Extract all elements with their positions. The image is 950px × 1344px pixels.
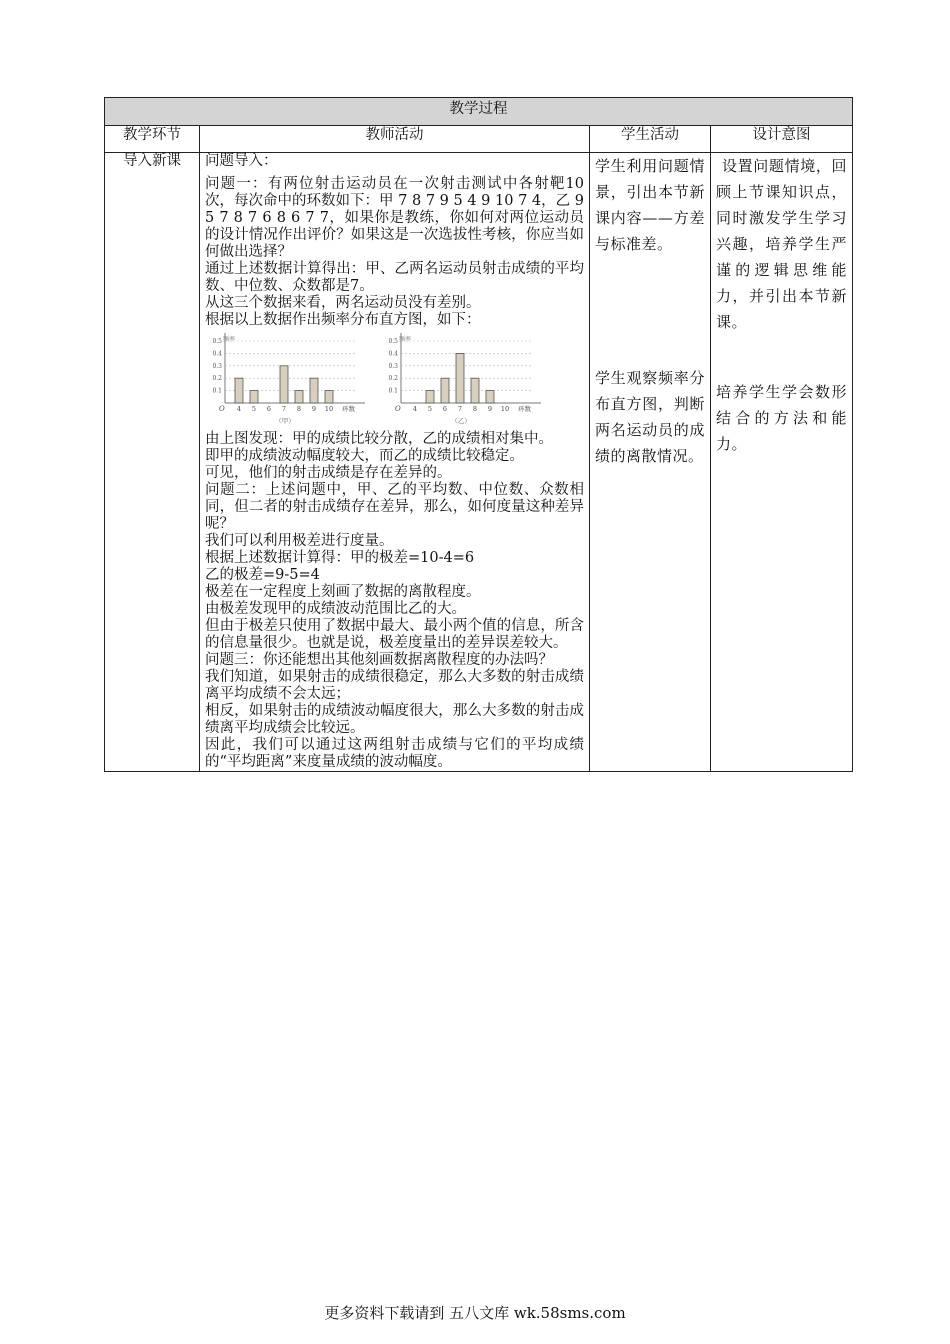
histogram-bar: [325, 391, 333, 403]
x-tick-label: 8: [296, 405, 302, 413]
teacher-line: 相反，如果射击的成绩波动幅度很大，那么大多数的射击成绩离平均成绩会比较远。: [205, 703, 584, 736]
teacher-activity-cell: [200, 153, 590, 772]
teacher-line: 通过上述数据计算得出：甲、乙两名运动员射击成绩的平均数、中位数、众数都是7。: [205, 261, 584, 294]
chart-title: （乙）: [451, 417, 471, 425]
histogram-bar: [456, 353, 464, 403]
teacher-line: 问题一：有两位射击运动员在一次射击测试中各射靶10次，每次命中的环数如下：甲 7 8 7 9 5 4 9 10 7 4，乙 9 5 7 8 7 6 8 6 7 7，如果你是教练，你如何对两位运动员的设计情况作出评价？如果这是一次选拔性考核，你应当如何做出选择？: [205, 176, 584, 260]
histogram-yi: [381, 331, 551, 427]
histogram-bar: [295, 391, 303, 403]
x-axis-label: 环数: [518, 405, 531, 413]
teacher-line: 即甲的成绩波动幅度较大，而乙的成绩比较稳定。: [205, 448, 524, 464]
x-tick-label: 7: [281, 405, 287, 413]
y-tick-label: 0.4: [388, 350, 398, 358]
teacher-line: 乙的极差=9-5=4: [205, 567, 320, 583]
teacher-line: 由上图发现：甲的成绩比较分散，乙的成绩相对集中。: [205, 431, 553, 447]
histogram-bar: [426, 391, 434, 403]
teacher-line: 极差在一定程度上刻画了数据的离散程度。: [205, 584, 481, 600]
design-intent-cell: [711, 153, 853, 772]
design-intent-2: 培养学生学会数形结合的方法和能力。: [716, 383, 847, 453]
header-student: 学生活动: [590, 126, 711, 153]
teaching-process-table: [104, 97, 853, 772]
student-activity-2: 学生观察频率分布直方图，判断两名运动员的成绩的离散情况。: [595, 369, 705, 465]
origin-label: O: [395, 405, 401, 413]
x-tick-label: 5: [251, 405, 257, 413]
x-tick-label: 6: [442, 405, 448, 413]
y-tick-label: 0.5: [388, 338, 398, 345]
x-axis-label: 环数: [342, 405, 355, 413]
x-tick-label: 7: [457, 405, 463, 413]
teacher-line: 问题二：上述问题中，甲、乙的平均数、中位数、众数相同，但二者的射击成绩存在差异，那么，如何度量这种差异呢？: [205, 482, 584, 532]
histogram-figures: [205, 331, 584, 427]
y-tick-label: 0.2: [388, 375, 398, 383]
teacher-line: 可见，他们的射击成绩是存在差异的。: [205, 465, 452, 481]
x-tick-label: 6: [266, 405, 272, 413]
y-axis-label: 频率: [223, 336, 236, 343]
teacher-line: 根据上述数据计算得：甲的极差=10-4=6: [205, 550, 475, 566]
histogram-bar: [235, 378, 243, 403]
header-design: 设计意图: [711, 126, 853, 153]
teacher-line: 我们知道，如果射击的成绩很稳定，那么大多数的射击成绩离平均成绩不会太远；: [205, 669, 584, 702]
design-intent-1: 设置问题情境，回顾上节课知识点，同时激发学生学习兴趣，培养学生严谨的逻辑思维能力，并引出本节新课。: [716, 157, 847, 331]
chart-title: （甲）: [275, 417, 295, 425]
origin-label: O: [219, 405, 225, 413]
table-title-row: [105, 98, 853, 126]
teacher-line: 我们可以利用极差进行度量。: [205, 533, 394, 549]
table-header-row: [105, 126, 853, 153]
teacher-line: 但由于极差只使用了数据中最大、最小两个值的信息，所含的信息量很少。也就是说，极差度量出的差异误差较大。: [205, 618, 584, 651]
x-tick-label: 9: [311, 405, 317, 413]
x-tick-label: 9: [487, 405, 493, 413]
student-activity-1: 学生利用问题情景，引出本节新课内容——方差与标准差。: [595, 157, 705, 253]
histogram-bar: [280, 366, 288, 403]
histogram-bar: [471, 378, 479, 403]
header-teacher: 教师活动: [200, 126, 590, 153]
y-tick-label: 0.1: [388, 387, 398, 395]
x-tick-label: 4: [412, 405, 418, 413]
histogram-jia: [205, 331, 375, 427]
teacher-line: 因此，我们可以通过这两组射击成绩与它们的平均成绩的“平均距离”来度量成绩的波动幅度。: [205, 737, 584, 770]
footer-text: 更多资料下载请到 五八文库 wk.58sms.com: [324, 1304, 626, 1322]
x-tick-label: 4: [236, 405, 242, 413]
teacher-line: 根据以上数据作出频率分布直方图，如下：: [205, 312, 481, 328]
table-title: 教学过程: [105, 98, 853, 126]
teacher-line: 从这三个数据来看，两名运动员没有差别。: [205, 295, 481, 311]
y-tick-label: 0.3: [388, 362, 398, 370]
y-tick-label: 0.1: [212, 387, 222, 395]
histogram-bar: [486, 391, 494, 403]
table-row: [105, 153, 853, 772]
teacher-line: 由极差发现甲的成绩波动范围比乙的大。: [205, 601, 466, 617]
y-tick-label: 0.5: [212, 338, 222, 345]
y-tick-label: 0.3: [212, 362, 222, 370]
histogram-bar: [441, 378, 449, 403]
x-tick-label: 10: [324, 405, 334, 413]
histogram-bar: [310, 378, 318, 403]
y-axis-label: 频率: [399, 336, 412, 343]
x-tick-label: 8: [472, 405, 478, 413]
section-cell: 导入新课: [105, 153, 200, 772]
y-tick-label: 0.2: [212, 375, 222, 383]
histogram-bar: [250, 391, 258, 403]
teacher-line: 问题三：你还能想出其他刻画数据离散程度的办法吗？: [205, 652, 553, 668]
x-tick-label: 10: [500, 405, 510, 413]
y-tick-label: 0.4: [212, 350, 222, 358]
header-section: 教学环节: [105, 126, 200, 153]
student-activity-cell: [590, 153, 711, 772]
x-tick-label: 5: [427, 405, 433, 413]
teacher-line: 问题导入：: [205, 153, 278, 169]
